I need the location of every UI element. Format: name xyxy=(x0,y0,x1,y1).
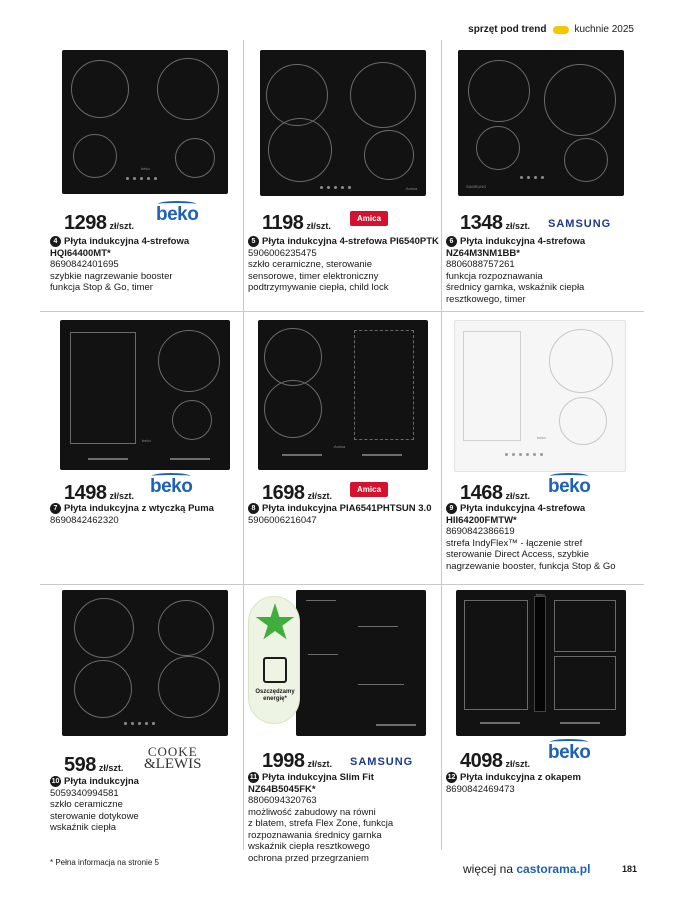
product-number: 10 xyxy=(51,778,60,785)
price xyxy=(64,482,134,505)
price-unit: zł/szt. xyxy=(505,221,531,231)
product-number: 11 xyxy=(249,774,258,781)
product-info xyxy=(50,503,240,526)
grid-divider xyxy=(243,40,244,850)
price xyxy=(64,754,123,777)
product-title-text: Płyta indukcyjna z wtyczką Puma xyxy=(64,503,214,514)
leaf-icon xyxy=(263,657,287,683)
price xyxy=(262,212,331,235)
brand-logo-samsung: SAMSUNG xyxy=(548,218,612,230)
product-feature: sterowanie Direct Access, szybkie xyxy=(446,549,590,560)
product-number: 5 xyxy=(248,236,259,247)
product-title xyxy=(50,236,240,259)
product-info xyxy=(446,772,646,795)
product-image-hob: beko xyxy=(456,590,626,736)
price-value: 1348 xyxy=(460,212,503,234)
product-title xyxy=(248,236,442,248)
brand-logo-beko: beko xyxy=(156,204,199,225)
product-image-hob xyxy=(62,590,228,736)
product-info xyxy=(248,503,442,526)
grid-divider xyxy=(40,311,644,312)
product-feature: szybkie nagrzewanie booster xyxy=(50,270,173,282)
product-number: 12 xyxy=(447,774,456,781)
product-feature: podtrzymywanie ciepła, child lock xyxy=(248,282,389,293)
product-feature: resztkowego, timer xyxy=(446,293,526,305)
brand-logo-amica: Amica xyxy=(350,211,388,226)
product-title xyxy=(446,236,646,259)
product-image-hob: SAMSUNG xyxy=(458,50,624,196)
product-feature: wskaźnik ciepła xyxy=(50,822,116,833)
price-unit: zł/szt. xyxy=(307,491,333,501)
product-feature: ochrona przed przegrzaniem xyxy=(248,852,369,864)
brand-logo-line: COOKE xyxy=(147,744,198,759)
eco-badge xyxy=(248,596,300,724)
product-title-text: Płyta indukcyjna 4-strefowa HQI64400MT* xyxy=(50,236,190,259)
product-info xyxy=(248,772,442,864)
product-ean: 8690842462320 xyxy=(50,514,119,526)
product-feature: średnicy garnka, wskaźnik ciepła xyxy=(446,282,585,293)
price-unit: zł/szt. xyxy=(98,763,124,773)
product-title-text: Płyta indukcyjna PIA6541PHTSUN 3.0 xyxy=(262,503,432,514)
price xyxy=(64,212,134,235)
footer-link[interactable] xyxy=(463,862,590,876)
product-ean: 5059340994581 xyxy=(50,787,119,799)
brand-logo-samsung: SAMSUNG xyxy=(350,756,414,768)
product-feature: sterowanie dotykowe xyxy=(50,810,139,822)
price-value: 1498 xyxy=(64,482,107,504)
product-title-text: Płyta indukcyjna xyxy=(64,776,139,787)
product-title xyxy=(50,776,240,788)
product-image-hob xyxy=(296,590,426,736)
product-image-hob: beko xyxy=(60,320,230,470)
product-image-hob: Amica xyxy=(260,50,426,196)
footer-prefix: więcej na xyxy=(463,862,514,876)
product-feature: funkcja rozpoznawania xyxy=(446,270,543,282)
price-value: 4098 xyxy=(460,750,503,772)
brand-logo-beko: beko xyxy=(150,476,193,497)
brand-logo-cooke-lewis xyxy=(144,745,202,771)
price xyxy=(460,212,530,235)
price-unit: zł/szt. xyxy=(109,491,135,501)
product-info xyxy=(50,776,240,834)
product-feature: strefa IndyFlex™ - łączenie stref xyxy=(446,537,583,549)
product-number: 9 xyxy=(446,503,457,514)
product-title xyxy=(248,772,442,795)
footer-site-link[interactable]: castorama.pl xyxy=(516,862,591,876)
product-info xyxy=(50,236,240,294)
eco-badge-label: Oszczędzamy energię* xyxy=(255,689,295,702)
footnote: * Pełna informacja na stronie 5 xyxy=(50,858,159,867)
product-number: 7 xyxy=(50,503,61,514)
brand-logo-beko: beko xyxy=(548,742,591,763)
price xyxy=(460,482,530,505)
product-feature: nagrzewanie booster, funkcja Stop & Go xyxy=(446,560,616,572)
price-value: 598 xyxy=(64,754,96,776)
product-info xyxy=(248,236,442,294)
product-feature: szkło ceramiczne, sterowanie xyxy=(248,259,373,270)
product-title xyxy=(446,503,650,526)
product-image-hob: Amica xyxy=(258,320,428,470)
product-info xyxy=(446,236,646,305)
product-feature: szkło ceramiczne xyxy=(50,799,123,810)
price xyxy=(262,750,332,773)
product-feature: rozpoznawania średnicy garnka xyxy=(248,829,382,841)
price-unit: zł/szt. xyxy=(109,221,135,231)
product-ean: 8806094320763 xyxy=(248,795,317,806)
product-ean: 8690842469473 xyxy=(446,783,515,795)
brand-logo-amica: Amica xyxy=(350,482,388,497)
product-number: 8 xyxy=(248,503,259,514)
product-ean: 5906006235475 xyxy=(248,247,317,259)
product-image-hob: beko xyxy=(454,320,626,472)
product-title-text: Płyta indukcyjna 4-strefowa NZ64M3NM1BB* xyxy=(446,236,586,259)
product-feature: z blatem, strefa Flex Zone, funkcja xyxy=(248,818,394,829)
product-ean: 8806088757261 xyxy=(446,259,515,270)
price-value: 1298 xyxy=(64,212,107,234)
page-number: 181 xyxy=(622,864,638,874)
price-unit: zł/szt. xyxy=(307,759,333,769)
price-unit: zł/szt. xyxy=(505,491,531,501)
grid-divider xyxy=(441,40,442,850)
header-category: sprzęt pod trend xyxy=(468,24,547,35)
product-feature: funkcja Stop & Go, timer xyxy=(50,282,153,293)
brand-logo-line: &LEWIS xyxy=(144,756,202,772)
price-unit: zł/szt. xyxy=(505,759,531,769)
product-number: 4 xyxy=(50,236,61,247)
price-value: 1468 xyxy=(460,482,503,504)
product-title-text: Płyta indukcyjna z okapem xyxy=(460,772,581,783)
product-title xyxy=(248,503,442,515)
product-ean: 8690842401695 xyxy=(50,259,119,270)
product-image-hob: beko xyxy=(62,50,228,194)
product-feature: możliwość zabudowy na równi xyxy=(248,806,376,818)
product-feature: sensorowe, timer elektroniczny xyxy=(248,270,379,282)
product-ean: 8690842386619 xyxy=(446,526,515,537)
header-pill-icon xyxy=(553,26,569,34)
page-header xyxy=(468,24,634,35)
price-value: 1698 xyxy=(262,482,305,504)
product-title-text: Płyta indukcyjna Slim Fit NZ64B5045FK* xyxy=(248,772,374,795)
price-unit: zł/szt. xyxy=(306,221,331,231)
product-feature: wskaźnik ciepła resztkowego xyxy=(248,841,370,852)
price-value: 1198 xyxy=(262,212,304,234)
product-title xyxy=(50,503,240,515)
product-number: 6 xyxy=(446,236,457,247)
product-title-text: Płyta indukcyjna 4-strefowa PI6540PTK xyxy=(262,236,439,247)
brand-logo-beko: beko xyxy=(548,476,591,497)
product-info xyxy=(446,503,650,572)
product-title-text: Płyta indukcyjna 4-strefowa HII64200FMTW* xyxy=(446,503,586,526)
price xyxy=(460,750,530,773)
header-subcategory: kuchnie 2025 xyxy=(574,24,634,35)
grid-divider xyxy=(40,584,644,585)
product-ean: 5906006216047 xyxy=(248,514,317,526)
star-icon xyxy=(255,603,295,643)
price-value: 1998 xyxy=(262,750,305,772)
price xyxy=(262,482,332,505)
product-title xyxy=(446,772,646,784)
